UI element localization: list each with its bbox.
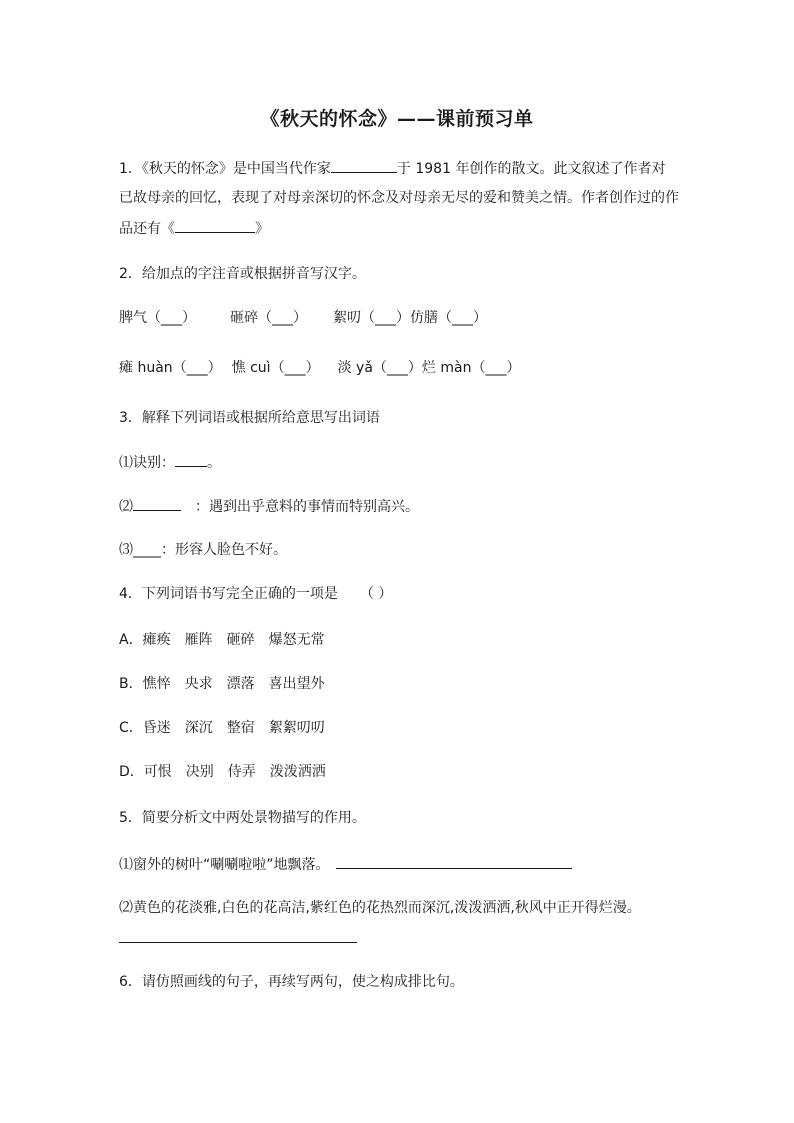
q2-row-2 <box>119 358 520 378</box>
q3-item-1 <box>119 452 221 473</box>
q3-text: ⑵ <box>119 499 133 515</box>
q3-text: ：遇到出乎意料的事情而特别高兴。 <box>195 499 419 515</box>
q3-item-2 <box>119 496 419 517</box>
q5-item-2-answer-line[interactable] <box>119 942 357 943</box>
q6-stem: 6．请仿照画线的句子，再续写两句，使之构成排比句。 <box>119 974 464 990</box>
q4-option-d: D．可恨 决别 侍弄 泼泼洒洒 <box>119 764 326 780</box>
q2-item: 砸碎（___） <box>230 310 307 326</box>
q5-stem: 5．简要分析文中两处景物描写的作用。 <box>119 810 366 826</box>
q1-text: 于 1981 年创作的散文。此文叙述了作者对 <box>396 161 666 177</box>
q4-option-a: A．瘫痪 雁阵 砸碎 爆怒无常 <box>119 632 325 648</box>
q3-text: 。 <box>207 455 221 471</box>
q2-item: 烂 màn（___） <box>421 360 521 376</box>
q3-stem: 3．解释下列词语或根据所给意思写出词语 <box>119 410 380 426</box>
q4-stem: 4．下列词语书写完全正确的一项是 <box>119 586 338 602</box>
q2-item: 瘫 huàn（___） <box>119 360 222 376</box>
q1-line-2: 已故母亲的回忆，表现了对母亲深切的怀念及对母亲无尽的爱和赞美之情。作者创作过的作 <box>119 190 679 206</box>
q5-item-1-blank[interactable] <box>336 854 572 869</box>
q3-item-3: ⑶____：形容人脸色不好。 <box>119 542 287 558</box>
q1-works-blank[interactable] <box>175 218 255 233</box>
q5-text: ⑴窗外的树叶“唰唰啦啦”地飘落。 <box>119 857 330 873</box>
q2-row-1 <box>119 308 487 328</box>
q1-text: 品还有《 <box>119 221 175 237</box>
page-title: 《秋天的怀念》——课前预习单 <box>260 108 534 130</box>
q1-line-1 <box>119 158 665 179</box>
q2-item: 脾气（___） <box>119 310 196 326</box>
q4-option-b: B．憔悴 央求 漂落 喜出望外 <box>119 676 325 692</box>
q5-item-2: ⑵黄色的花淡雅,白色的花高洁,紫红色的花热烈而深沉,泼泼洒洒,秋风中正开得烂漫。 <box>119 900 641 916</box>
q1-text: 1．《秋天的怀念》是中国当代作家 <box>119 161 331 177</box>
q2-stem: 2．给加点的字注音或根据拼音写汉字。 <box>119 266 366 282</box>
q2-item: 仿膳（___） <box>410 310 487 326</box>
q3-text: ⑴诀别： <box>119 455 175 471</box>
q5-item-1 <box>119 854 572 875</box>
q2-item: 絮叨（___） <box>333 310 410 326</box>
q4-stem-line <box>119 584 392 604</box>
q1-author-blank[interactable] <box>331 158 397 173</box>
q4-answer-paren[interactable]: （ ） <box>359 586 393 602</box>
q1-line-3 <box>119 218 269 239</box>
q2-item: 憔 cuì（___） <box>231 360 320 376</box>
q2-item: 淡 yǎ（___） <box>337 360 422 376</box>
q3-item-1-blank[interactable] <box>175 452 207 467</box>
q4-option-c: C．昏迷 深沉 整宿 絮絮叨叨 <box>119 720 325 736</box>
q1-text: 》 <box>255 221 269 237</box>
q3-item-2-blank[interactable] <box>133 496 181 511</box>
